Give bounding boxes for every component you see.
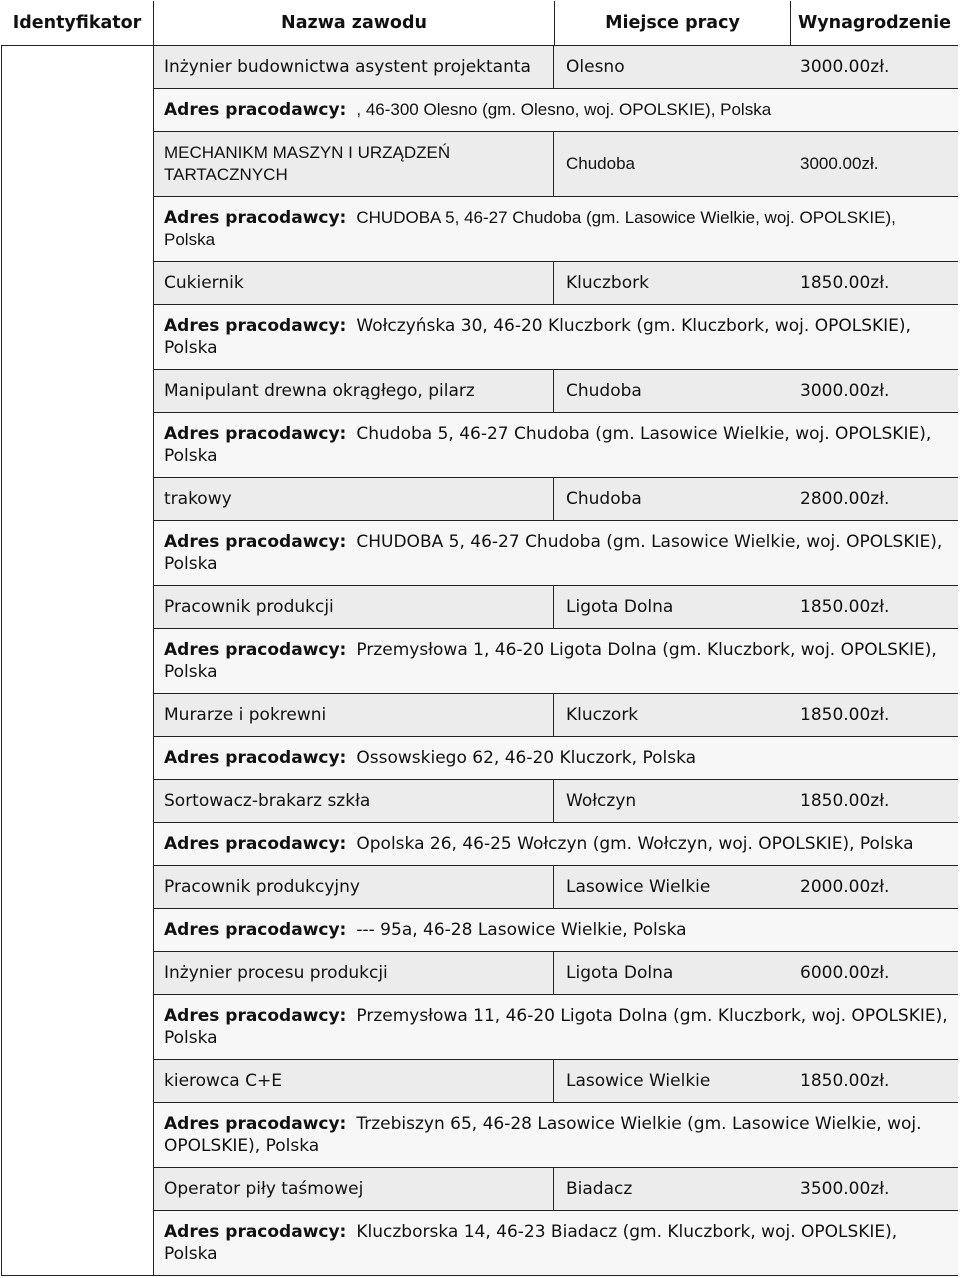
job-place: Olesno bbox=[566, 57, 625, 77]
address-label: Adres pracodawcy: bbox=[164, 834, 347, 854]
job-salary: 1850.00zł. bbox=[800, 597, 890, 617]
job-address-line bbox=[154, 412, 958, 477]
address-label: Adres pracodawcy: bbox=[164, 748, 347, 768]
job-salary: 1850.00zł. bbox=[800, 1071, 890, 1091]
job-address: , 46-300 Olesno (gm. Olesno, woj. OPOLSKIE), Polska bbox=[356, 100, 772, 119]
job-main-line bbox=[154, 478, 958, 520]
job-name: MECHANIKM MASZYN I URZĄDZEŃ TARTACZNYCH bbox=[154, 132, 554, 196]
job-main-line bbox=[154, 46, 958, 88]
job-row bbox=[154, 866, 958, 952]
job-salary: 3500.00zł. bbox=[800, 1179, 890, 1199]
job-address: --- 95a, 46-28 Lasowice Wielkie, Polska bbox=[356, 920, 687, 940]
column-header-place: Miejsce pracy bbox=[555, 1, 791, 46]
job-address-line bbox=[154, 1102, 958, 1167]
address-label: Adres pracodawcy: bbox=[164, 424, 347, 444]
job-main-line bbox=[154, 866, 958, 908]
job-salary: 3000.00zł. bbox=[800, 57, 890, 77]
job-main-line bbox=[154, 1168, 958, 1210]
column-header-name: Nazwa zawodu bbox=[154, 1, 555, 46]
job-main-line bbox=[154, 370, 958, 412]
job-address-line bbox=[154, 520, 958, 585]
job-address: Wołczyńska 30, 46-20 Kluczbork (gm. Kluczbork, woj. OPOLSKIE), Polska bbox=[164, 316, 911, 358]
job-address-line bbox=[154, 628, 958, 693]
job-salary: 1850.00zł. bbox=[800, 273, 890, 293]
job-address: Trzebiszyn 65, 46-28 Lasowice Wielkie (gm. Lasowice Wielkie, woj. OPOLSKIE), Polska bbox=[164, 1114, 922, 1156]
column-header-id: Identyfikator bbox=[1, 1, 154, 46]
job-name: trakowy bbox=[154, 478, 554, 520]
job-place: Wołczyn bbox=[566, 791, 637, 811]
job-salary: 1850.00zł. bbox=[800, 705, 890, 725]
job-address: Przemysłowa 11, 46-20 Ligota Dolna (gm. Kluczbork, woj. OPOLSKIE), Polska bbox=[164, 1006, 948, 1048]
job-name: Operator piły taśmowej bbox=[154, 1168, 554, 1210]
job-place: Chudoba bbox=[566, 381, 642, 401]
job-name: Murarze i pokrewni bbox=[154, 694, 554, 736]
identifier-column bbox=[1, 46, 154, 1276]
job-name: Manipulant drewna okrągłego, pilarz bbox=[154, 370, 554, 412]
job-address: Chudoba 5, 46-27 Chudoba (gm. Lasowice Wielkie, woj. OPOLSKIE), Polska bbox=[164, 424, 932, 466]
job-place: Biadacz bbox=[566, 1179, 633, 1199]
address-label: Adres pracodawcy: bbox=[164, 100, 347, 120]
job-address-line bbox=[154, 196, 958, 261]
job-place: Lasowice Wielkie bbox=[566, 1071, 711, 1091]
job-name: Cukiernik bbox=[154, 262, 554, 304]
job-address-line bbox=[154, 822, 958, 865]
job-list bbox=[154, 46, 958, 1275]
job-salary: 3000.00zł. bbox=[800, 381, 890, 401]
job-place: Lasowice Wielkie bbox=[566, 877, 711, 897]
address-label: Adres pracodawcy: bbox=[164, 1114, 347, 1134]
address-label: Adres pracodawcy: bbox=[164, 920, 347, 940]
job-main-line bbox=[154, 952, 958, 994]
job-row bbox=[154, 46, 958, 132]
address-label: Adres pracodawcy: bbox=[164, 532, 347, 552]
job-name: kierowca C+E bbox=[154, 1060, 554, 1102]
job-row bbox=[154, 478, 958, 586]
job-row bbox=[154, 586, 958, 694]
job-row bbox=[154, 694, 958, 780]
job-name: Pracownik produkcyjny bbox=[154, 866, 554, 908]
job-address: Przemysłowa 1, 46-20 Ligota Dolna (gm. Kluczbork, woj. OPOLSKIE), Polska bbox=[164, 640, 937, 682]
job-address-line bbox=[154, 304, 958, 369]
job-name: Inżynier budownictwa asystent projektanta bbox=[154, 46, 554, 88]
job-main-line bbox=[154, 586, 958, 628]
job-main-line bbox=[154, 694, 958, 736]
job-place: Chudoba bbox=[566, 154, 636, 173]
job-address-line bbox=[154, 994, 958, 1059]
job-main-line bbox=[154, 780, 958, 822]
job-name: Pracownik produkcji bbox=[154, 586, 554, 628]
job-salary: 2800.00zł. bbox=[800, 489, 890, 509]
table-header bbox=[1, 1, 958, 46]
job-place: Ligota Dolna bbox=[566, 597, 674, 617]
job-main-line bbox=[154, 1060, 958, 1102]
job-main-line bbox=[154, 262, 958, 304]
address-label: Adres pracodawcy: bbox=[164, 640, 347, 660]
job-row bbox=[154, 132, 958, 262]
job-main-line bbox=[154, 132, 958, 196]
job-address: Opolska 26, 46-25 Wołczyn (gm. Wołczyn, woj. OPOLSKIE), Polska bbox=[356, 834, 914, 854]
address-label: Adres pracodawcy: bbox=[164, 1006, 347, 1026]
address-label: Adres pracodawcy: bbox=[164, 208, 347, 228]
job-row bbox=[154, 1060, 958, 1168]
job-address: CHUDOBA 5, 46-27 Chudoba (gm. Lasowice Wielkie, woj. OPOLSKIE), Polska bbox=[164, 208, 896, 249]
job-salary: 6000.00zł. bbox=[800, 963, 890, 983]
job-place: Chudoba bbox=[566, 489, 642, 509]
job-address: CHUDOBA 5, 46-27 Chudoba (gm. Lasowice Wielkie, woj. OPOLSKIE), Polska bbox=[164, 532, 943, 574]
job-place: Ligota Dolna bbox=[566, 963, 674, 983]
job-row bbox=[154, 780, 958, 866]
job-salary: 2000.00zł. bbox=[800, 877, 890, 897]
job-row bbox=[154, 370, 958, 478]
job-salary: 3000.00zł. bbox=[800, 154, 879, 173]
job-place: Kluczbork bbox=[566, 273, 649, 293]
job-name: Inżynier procesu produkcji bbox=[154, 952, 554, 994]
job-address-line bbox=[154, 1210, 958, 1275]
job-salary: 1850.00zł. bbox=[800, 791, 890, 811]
job-address-line bbox=[154, 736, 958, 779]
job-address: Ossowskiego 62, 46-20 Kluczork, Polska bbox=[356, 748, 697, 768]
address-label: Adres pracodawcy: bbox=[164, 1222, 347, 1242]
job-address-line bbox=[154, 88, 958, 131]
job-address-line bbox=[154, 908, 958, 951]
job-row bbox=[154, 262, 958, 370]
job-row bbox=[154, 1168, 958, 1275]
address-label: Adres pracodawcy: bbox=[164, 316, 347, 336]
job-place: Kluczork bbox=[566, 705, 639, 725]
column-header-salary: Wynagrodzenie bbox=[791, 1, 958, 46]
job-name: Sortowacz-brakarz szkła bbox=[154, 780, 554, 822]
job-address: Kluczborska 14, 46-23 Biadacz (gm. Kluczbork, woj. OPOLSKIE), Polska bbox=[164, 1222, 898, 1264]
job-row bbox=[154, 952, 958, 1060]
